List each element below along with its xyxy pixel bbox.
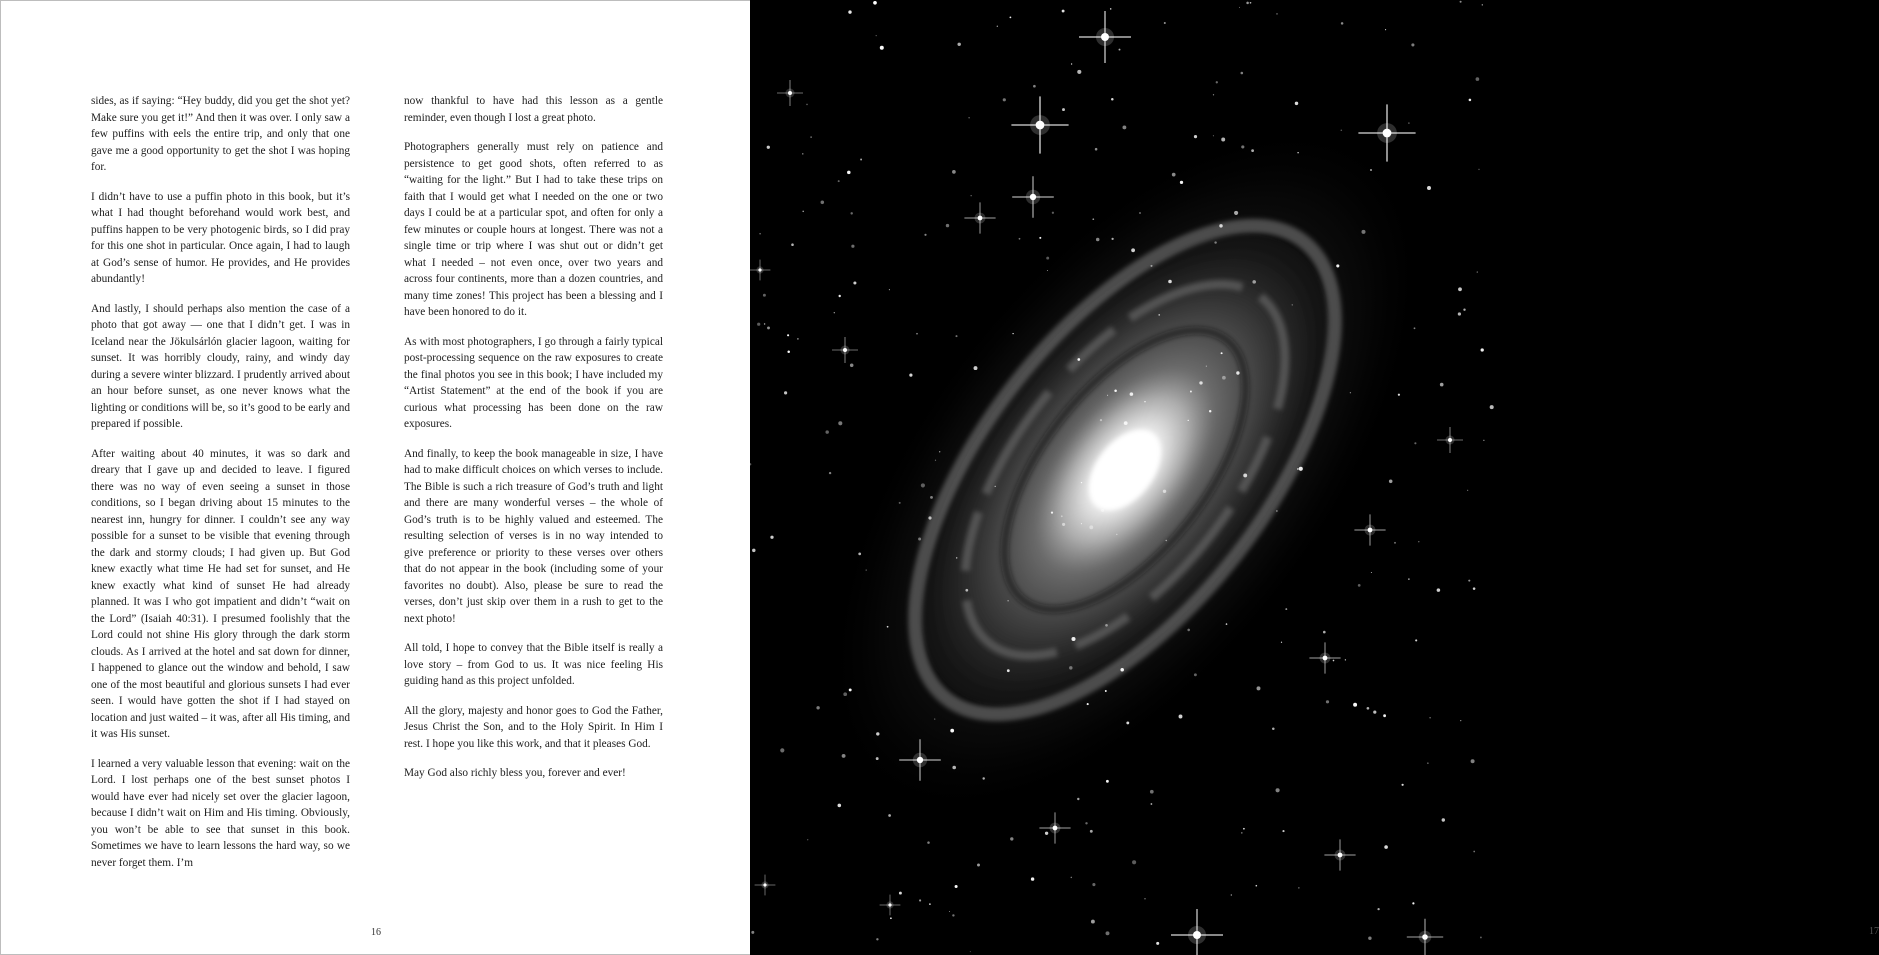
star [806, 104, 808, 106]
star [777, 80, 803, 106]
star [997, 26, 998, 27]
star [1298, 887, 1299, 888]
star [1124, 421, 1128, 425]
star [1150, 790, 1154, 794]
star [1326, 700, 1329, 703]
star [1353, 703, 1357, 707]
star [1239, 7, 1240, 8]
star [1407, 919, 1443, 955]
star [1012, 333, 1013, 334]
star [1256, 885, 1258, 887]
paragraph: now thankful to have had this lesson as a gentle reminder, even though I lost a great photo. [404, 95, 663, 124]
star [787, 334, 789, 336]
star [791, 243, 794, 246]
star [1003, 98, 1006, 101]
star [1039, 812, 1070, 843]
star [1458, 287, 1462, 291]
star [1091, 920, 1095, 924]
star [770, 536, 773, 539]
star [858, 553, 861, 556]
paragraph: I learned a very valuable lesson that evening: wait on the Lord. I lost perhaps one of the best sunset photos I would have ever had nicely set over the glacier lagoon, because I didn’t wait on Him and His timing. Obviously, you won’t be able to see that sunset in this book. Sometimes we have to learn lessons the hard way, so we never forget them. I’m [91, 757, 350, 869]
star [1483, 440, 1484, 441]
star [850, 364, 854, 368]
star [1011, 96, 1068, 153]
star [810, 136, 811, 137]
star [1427, 762, 1428, 763]
star [1213, 94, 1214, 95]
star [1427, 186, 1431, 190]
star [1341, 22, 1344, 25]
star [1081, 482, 1082, 483]
galaxy [711, 21, 1539, 920]
star [1389, 480, 1393, 484]
star [1087, 703, 1089, 705]
star [829, 472, 831, 474]
star [1096, 238, 1100, 242]
star [848, 10, 851, 13]
star [1194, 673, 1197, 676]
star [1158, 314, 1160, 316]
star [834, 312, 835, 313]
star [751, 931, 754, 934]
star [1163, 490, 1166, 493]
star [1199, 381, 1202, 384]
star [1039, 237, 1041, 239]
star [952, 766, 956, 770]
star [1085, 822, 1087, 824]
star [1079, 11, 1131, 63]
star [887, 626, 889, 628]
star [956, 557, 957, 558]
star [755, 875, 776, 896]
star [1010, 837, 1013, 840]
star [1241, 145, 1244, 148]
star [1019, 238, 1021, 240]
star [1062, 523, 1065, 526]
star [889, 289, 890, 290]
star [1345, 659, 1346, 660]
star [1384, 845, 1388, 849]
spiral-galaxy-icon [750, 0, 1500, 955]
page-number-left: 16 [371, 927, 381, 938]
star [1471, 759, 1475, 763]
star [797, 338, 799, 340]
star [1047, 270, 1048, 271]
star [1071, 63, 1072, 64]
star [757, 323, 760, 326]
star [1009, 16, 1011, 18]
star [1350, 392, 1351, 393]
star [1377, 908, 1379, 910]
star [1116, 534, 1117, 535]
star [1130, 392, 1134, 396]
star [807, 839, 808, 840]
star [1122, 125, 1126, 129]
star [1144, 401, 1145, 402]
star [1440, 383, 1444, 387]
star [1071, 877, 1073, 879]
star [1252, 280, 1256, 284]
star [928, 516, 931, 519]
star [1370, 169, 1372, 171]
star [1089, 525, 1093, 529]
star [1414, 442, 1416, 444]
paragraph: I didn’t have to use a puffin photo in this book, but it’s what I had thought beforehand would work best, and puffins happen to be very photogenic birds, so I did pray for this one shot in particular. Once again, I had to laugh at God’s sense of humor. He provides, and He provides abundantly! [91, 190, 350, 285]
star [1052, 212, 1054, 214]
left-page [0, 0, 750, 955]
star [1007, 600, 1008, 601]
star [1408, 578, 1409, 579]
star [968, 117, 969, 118]
star [1367, 707, 1370, 710]
star [1371, 572, 1372, 573]
star [853, 281, 856, 284]
star [816, 706, 819, 709]
star [1482, 4, 1483, 5]
star [787, 350, 790, 353]
star [977, 864, 980, 867]
star [1231, 894, 1232, 895]
star [957, 43, 960, 46]
star [1418, 541, 1419, 542]
star [1033, 85, 1036, 88]
star [1166, 540, 1167, 541]
star [1276, 510, 1277, 511]
star [1164, 22, 1166, 24]
star [750, 260, 771, 281]
star [1187, 629, 1190, 632]
star [950, 729, 954, 733]
star [1126, 721, 1129, 724]
page-number-right: 17 [1869, 926, 1879, 937]
star [1131, 248, 1135, 252]
star [825, 430, 828, 433]
star [1285, 608, 1287, 610]
star [1188, 420, 1189, 421]
star [873, 1, 877, 5]
star [1120, 668, 1124, 672]
star [1077, 358, 1080, 361]
star [1172, 173, 1176, 177]
star [880, 46, 884, 50]
star [1480, 936, 1482, 938]
star [970, 951, 971, 952]
star [1062, 108, 1065, 111]
star [964, 202, 995, 233]
paragraph: And finally, to keep the book manageable in size, I have had to make difficult choices on which verses to include. The Bible is such a rich treasure of God’s truth and light and there are many wonderful verses – the whole of God’s truth is to be highly valued and esteemed. The resulting selection of verses is in no way intended to give preference or priority to these verses over others that do not appear in the book (including some of your favorites no doubt). Also, please be sure to read the verses, don’t just skip over them in a rush to get to the next photo! [404, 447, 663, 625]
star [759, 233, 760, 234]
star [1385, 29, 1386, 30]
star [876, 757, 879, 760]
star [1437, 427, 1463, 453]
star [955, 885, 958, 888]
paragraph: All told, I hope to convey that the Bible itself is really a love story – from God to us. It was nice feeling His guiding hand as this project unfolded. [404, 642, 663, 687]
star [1077, 798, 1079, 800]
star [839, 295, 841, 297]
star [1241, 832, 1243, 834]
star [1114, 389, 1117, 392]
star [1243, 473, 1247, 477]
star [930, 496, 933, 499]
star [1156, 942, 1159, 945]
star [1100, 419, 1102, 421]
star [1190, 391, 1192, 393]
star [1168, 280, 1172, 284]
star [1473, 587, 1476, 590]
star [965, 589, 968, 592]
star [1046, 257, 1049, 260]
star [935, 460, 936, 461]
star [1209, 410, 1211, 412]
star [949, 911, 950, 912]
star [1437, 588, 1441, 592]
star [860, 159, 862, 161]
star [1012, 176, 1054, 218]
star [1408, 122, 1409, 123]
star [1106, 931, 1110, 935]
star [1179, 715, 1183, 719]
paragraph: May God also richly bless you, forever and ever! [404, 767, 626, 779]
star [851, 245, 854, 248]
star [1105, 624, 1108, 627]
paragraph: All the glory, majesty and honor goes to God the Father, Jesus Christ the Son, and to the Holy Spirit. In Him I rest. I hope you like this work, and that it pleases God. [404, 704, 663, 750]
star [924, 234, 926, 236]
star [880, 895, 901, 916]
star [1354, 514, 1385, 545]
star [780, 748, 784, 752]
star [1246, 2, 1249, 5]
text-column-right [404, 93, 663, 795]
star [1222, 376, 1226, 380]
star [1490, 405, 1494, 409]
star [1007, 669, 1010, 672]
star [982, 777, 984, 779]
star [1282, 830, 1284, 832]
star [1151, 803, 1153, 805]
star [849, 688, 852, 691]
star [876, 938, 878, 940]
star [1468, 580, 1470, 582]
star [1257, 686, 1261, 690]
star [1236, 371, 1239, 374]
star [1206, 366, 1207, 367]
star [1297, 468, 1299, 470]
paragraph: After waiting about 40 minutes, it was so dark and dreary that I gave up and decided to leave. I figured there was no way of even seeing a sunset in those conditions, so I began driving about 15 minutes to the nearest inn, hungry for dinner. I couldn’t see any way possible for a sunset to be visible that evening through the dark and stormy clouds; I had given up. But God knew exactly what time He had set for sunset, and He knew exactly what kind of sunset He had already planned. It was I who got impatient and didn’t “wait on the Lord” (Isaiah 40:31). I presumed foolishly that the Lord could not shine His glory through the dark storm clouds. As I arrived at the hotel and sat down for dinner, I happened to glance out the window and behold, I saw one of the most beautiful and glorious sunsets I had ever seen. I would have gotten the shot if I had stayed on location and just waited – it was, after all His timing, and it was His sunset. [91, 447, 350, 740]
star [1295, 102, 1298, 105]
star [1092, 883, 1095, 886]
star [918, 538, 921, 541]
star [842, 754, 846, 758]
star [1292, 304, 1293, 305]
star [1031, 877, 1034, 880]
star [1467, 490, 1468, 491]
star [850, 212, 852, 214]
star [876, 35, 877, 36]
star [1144, 898, 1145, 899]
star [1071, 637, 1075, 641]
star [767, 326, 770, 329]
star [1411, 43, 1414, 46]
star [1458, 312, 1461, 315]
star [909, 374, 912, 377]
star [1105, 690, 1107, 692]
star [1476, 77, 1480, 81]
star [1478, 169, 1479, 170]
star [1276, 13, 1277, 14]
star [974, 366, 978, 370]
star [1414, 327, 1416, 329]
star [876, 732, 879, 735]
star [821, 201, 825, 205]
star [934, 718, 935, 719]
star [899, 892, 902, 895]
star [866, 569, 867, 570]
star [1442, 818, 1445, 821]
star [1297, 152, 1298, 153]
star [919, 899, 921, 901]
star [1219, 224, 1222, 227]
star [1481, 348, 1484, 351]
star [1216, 81, 1218, 83]
star [1194, 135, 1197, 138]
star [995, 486, 996, 487]
star [1463, 309, 1465, 311]
star [1241, 72, 1244, 75]
star [1324, 839, 1355, 870]
right-page [750, 0, 1879, 955]
star [1299, 467, 1303, 471]
star [1061, 515, 1063, 517]
star [1251, 149, 1254, 152]
paragraph: And lastly, I should perhaps also mention the case of a photo that got away — one that I didn’t get. I was in Iceland near the Jökulsárlón glacier lagoon, waiting for sunset. It was horribly cloudy, rainy, and windy day during a severe winter blizzard. I prudently arrived about an hour before sunset, as one never knows what the lighting or conditions will be, so it’s good to be early and prepared if possible. [91, 302, 350, 430]
star [1150, 265, 1152, 267]
star [1281, 642, 1282, 643]
star [952, 170, 956, 174]
star [1119, 49, 1121, 51]
star [1110, 8, 1112, 10]
star [838, 804, 842, 808]
paragraph: sides, as if saying: “Hey buddy, did you get the shot yet? Make sure you get it!” And then it was over. I only saw a few puffins with eels the entire trip, and only that one gave me a good opportunity to get the shot I was hoping for. [91, 95, 350, 173]
star [1226, 623, 1228, 625]
star [802, 211, 803, 212]
star [916, 333, 918, 335]
star [1250, 2, 1252, 4]
star [1051, 512, 1053, 514]
star [1234, 211, 1238, 215]
star [1361, 230, 1365, 234]
star [921, 483, 925, 487]
star [1341, 129, 1343, 131]
star [1358, 584, 1361, 587]
star [1045, 832, 1048, 835]
star [838, 421, 842, 425]
star [763, 294, 766, 297]
star [1469, 99, 1472, 102]
star [955, 335, 957, 337]
star [802, 153, 803, 154]
star [1106, 780, 1109, 783]
star [1139, 212, 1140, 213]
star [1373, 711, 1376, 714]
star [1132, 860, 1136, 864]
star [1062, 10, 1065, 13]
star [890, 917, 892, 919]
star [1243, 828, 1245, 830]
star [1171, 909, 1223, 955]
star [1323, 631, 1326, 634]
star [1429, 717, 1430, 718]
star [1213, 135, 1214, 136]
star [1412, 902, 1414, 904]
star [764, 323, 765, 324]
star [1180, 181, 1183, 184]
star [1460, 1, 1462, 3]
star [899, 502, 901, 504]
star [752, 549, 755, 552]
star [971, 195, 972, 196]
star [1077, 70, 1081, 74]
star [847, 171, 851, 175]
star [1383, 714, 1386, 717]
text-column-left [91, 93, 350, 884]
star [1368, 936, 1371, 939]
star [1309, 642, 1340, 673]
star [1107, 395, 1108, 396]
star [929, 903, 931, 905]
star [927, 841, 930, 844]
star [1111, 98, 1114, 101]
star [1394, 542, 1396, 544]
star [1090, 830, 1093, 833]
star [1398, 394, 1400, 396]
star [1214, 241, 1216, 243]
star [1272, 728, 1275, 731]
star [952, 914, 954, 916]
star [1401, 784, 1403, 786]
star [1276, 788, 1280, 792]
star [1473, 851, 1475, 853]
star [767, 146, 770, 149]
star [749, 463, 751, 465]
star [946, 224, 949, 227]
star [1095, 148, 1098, 151]
star [1415, 639, 1417, 641]
star [939, 451, 940, 452]
star [1477, 271, 1478, 272]
star [843, 692, 847, 696]
star [1336, 264, 1339, 267]
star [1221, 138, 1225, 142]
star [1333, 660, 1335, 662]
star [888, 814, 891, 817]
star [838, 180, 840, 182]
star [1460, 720, 1461, 721]
star [1092, 218, 1094, 220]
paragraph: As with most photographers, I go through a fairly typical post-processing sequence on the raw exposures to create the final photos you see in this book; I have included my “Artist Statement” at the end of the book if you are curious what processing has been done on the raw exposures. [404, 335, 663, 430]
star [1081, 523, 1082, 524]
star [1221, 352, 1223, 354]
paragraph: Photographers generally must rely on patience and persistence to get good shots, often referred to as “waiting for the light.” But I had to take these trips on faith that I would get what I needed on the one or two days I could be at a particular spot, and often for only a few minutes or couple hours at longest. There was not a single time or trip where I was shut out or didn’t get what I needed – not even once, over two years and across four continents, more than a dozen countries, and many time zones! This project has been a blessing and I have been honored to do it. [404, 141, 663, 318]
star [1101, 509, 1104, 512]
star [784, 391, 787, 394]
star [1111, 238, 1113, 240]
star [1069, 666, 1072, 669]
star [832, 337, 858, 363]
